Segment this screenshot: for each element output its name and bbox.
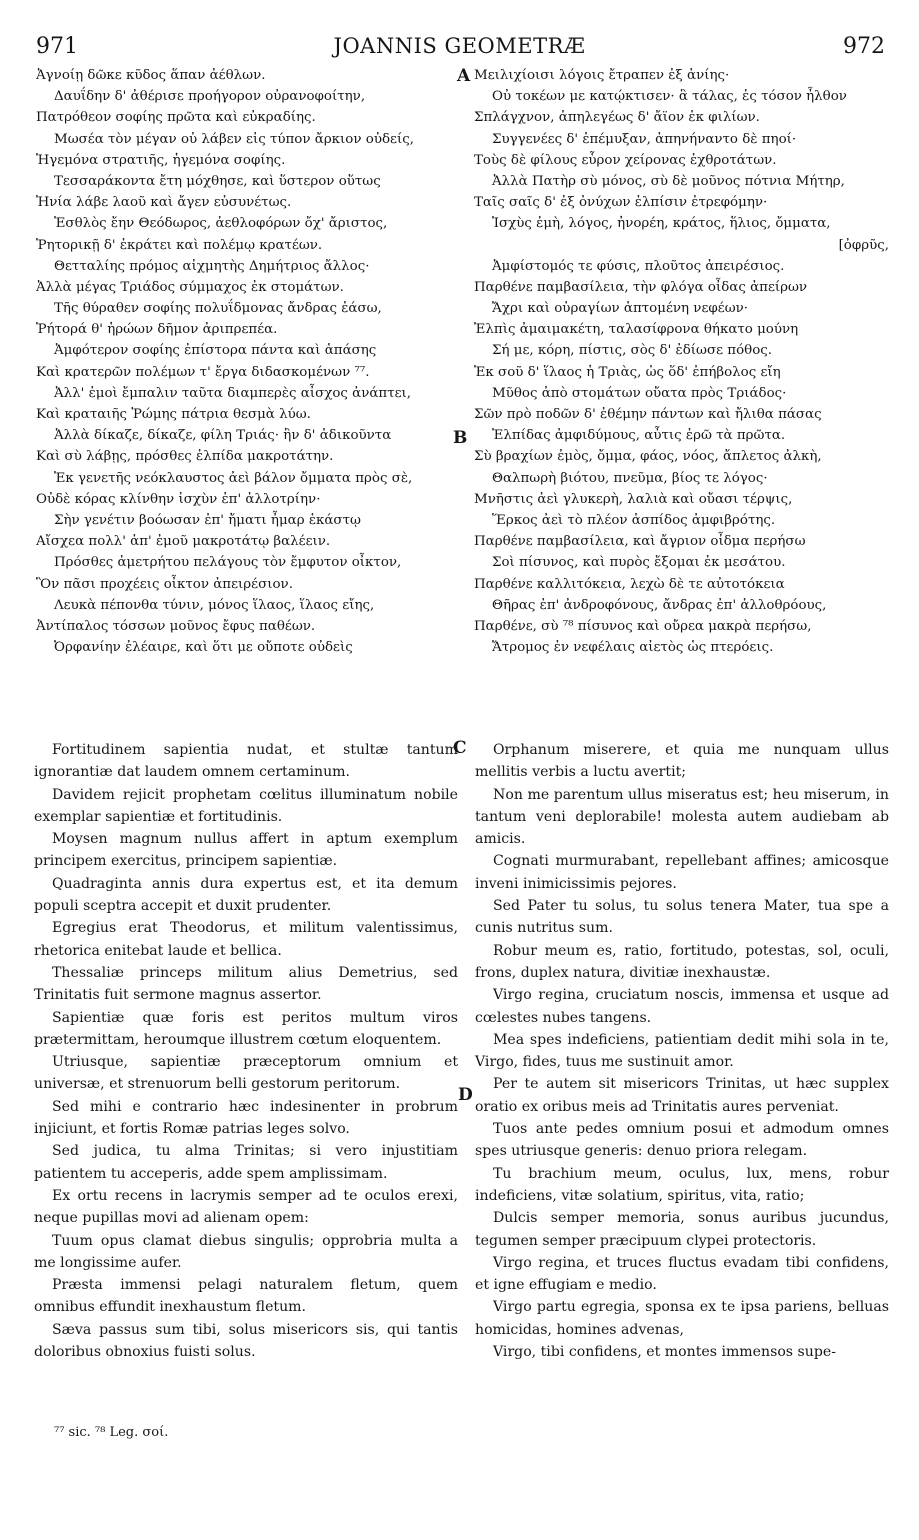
translation-paragraph: Tuum opus clamat diebus singulis; opprobria multa a me longissime aufer. [34, 1232, 458, 1271]
margin-letter-c: C [453, 738, 467, 758]
verse-line: Θετταλίης πρόμος αἰχμητὴς Δημήτριος ἄλλος· [54, 258, 370, 274]
verse-line: Ῥήτορά θ' ἡρώων δῆμον ἀριπρεπέα. [36, 322, 278, 338]
verse-line: Ἀμφίστομός τε φύσις, πλοῦτος ἀπειρέσιος. [492, 258, 785, 274]
verse-line: Σοὶ πίσυνος, καὶ πυρὸς ἔξομαι ἐκ μεσάτου. [492, 555, 786, 571]
verse-line: Ἡνία λάβε λαοῦ καὶ ἄγεν εὐσυνέτως. [36, 195, 292, 211]
verse-line: Πρόσθες ἀμετρήτου πελάγους τὸν ἔμφυτον οἶκτον, [54, 555, 402, 571]
verse-line: Ἀλλὰ δίκαζε, δίκαζε, φίλη Τριάς· ἢν δ' ἀδικοῦντα [54, 428, 392, 444]
verse-line: Ὃν πᾶσι προχέεις οἶκτον ἀπειρέσιον. [36, 576, 293, 592]
verse-line: Ὀρφανίην ἐλέαιρε, καὶ ὅτι με οὔποτε οὐδεὶς [54, 640, 353, 656]
translation-paragraph: Virgo, tibi confidens, et montes immensos supe- [493, 1344, 836, 1361]
translation-paragraph: Dulcis semper memoria, sonus auribus jucundus, tegumen semper præcipuum clypei protectoris. [475, 1210, 889, 1249]
translation-paragraph: Egregius erat Theodorus, et militum valentissimus, rhetorica enitebat laude et bellica. [34, 920, 458, 959]
verse-line: Ἰσχὺς ἐμὴ, λόγος, ἠνορέη, κράτος, ἥλιος, ὄμματα, [492, 216, 831, 232]
translation-paragraph: Sed judica, tu alma Trinitas; si vero injustitiam patientem tu acceperis, adde spem amplissimam. [34, 1143, 458, 1182]
verse-line: Παρθένε παμβασίλεια, καὶ ἄγριον οἶδμα περήσω [474, 534, 806, 550]
verse-line: Ἐλπίδας ἀμφιδύμους, αὖτις ἐρῶ τὰ πρῶτα. [492, 428, 786, 444]
verse-line: Ἀλλὰ Πατὴρ σὺ μόνος, σὺ δὲ μοῦνος πότνια Μήτηρ, [492, 173, 845, 189]
translation-paragraph: Thessaliæ princeps militum alius Demetrius, sed Trinitatis fuit sermone magnus assertor. [34, 964, 458, 1004]
verse-line: Συγγενέες δ' ἐπέμυξαν, ἀπηνήναντο δὲ πηοί· [492, 131, 797, 147]
verse-line: Μωσέα τὸν μέγαν οὐ λάβεν εἰς τύπον ἄρκιον οὐδείς, [54, 131, 414, 147]
page-number-left: 971 [36, 34, 78, 59]
verse-line: Θῆρας ἐπ' ἀνδροφόνους, ἄνδρας ἐπ' ἀλλοθρόους, [492, 597, 827, 613]
margin-letter-a: A [457, 66, 471, 86]
verse-line: Τῆς θύραθεν σοφίης πολυΐδμονας ἄνδρας ἐάσω, [54, 301, 382, 317]
verse-line: Οὐδὲ κόρας κλίνθην ἰσχὺν ἐπ' ἀλλοτρίην· [36, 491, 321, 507]
translation-paragraph: Tuos ante pedes omnium posui et admodum omnes spes utriusque generis: denuo priora relegam. [475, 1121, 889, 1160]
verse-line: Καὶ κρατερῶν πολέμων τ' ἔργα διδασκομένων ⁷⁷. [36, 364, 370, 380]
translation-paragraph: Sed Pater tu solus, tu solus tenera Mater, tua spe a cunis nutritus sum. [475, 898, 889, 937]
translation-paragraph: Non me parentum ullus miseratus est; heu miserum, in tantum veni deplorabile! molesta autem audiebam ab amicis. [475, 786, 889, 848]
translation-paragraph: Robur meum es, ratio, fortitudo, potestas, sol, oculi, frons, duplex natura, divitiæ inexhaustæ. [475, 942, 889, 981]
verse-line: Ἐκ σοῦ δ' ἵλαος ἡ Τριὰς, ὡς ὅδ' ἐπήβολος εἴη [474, 364, 781, 380]
verse-line: Σὴν γενέτιν βοόωσαν ἐπ' ἤματι ἦμαρ ἑκάστῳ [54, 512, 361, 528]
verse-line: Τοὺς δὲ φίλους εὗρον χείρονας ἐχθροτάτων. [474, 152, 777, 168]
verse-line: Σὺ βραχίων ἐμὸς, ὄμμα, φάος, νόος, ἄπλετος ἀλκὴ, [474, 449, 822, 465]
latin-translation-left-column [34, 739, 458, 1363]
greek-text-right-column [474, 65, 889, 658]
verse-line: Ταῖς σαῖς δ' ἐξ ὀνύχων ἐλπίσιν ἐτρεφόμην· [474, 195, 768, 211]
translation-paragraph: Davidem rejicit prophetam cœlitus illuminatum nobile exemplar sapientiæ et fortitudinis. [34, 786, 458, 825]
verse-line: Καὶ σὺ λάβῃς, πρόσθες ἐλπίδα μακροτάτην. [36, 449, 334, 465]
latin-translation-right-column [475, 739, 889, 1363]
translation-paragraph: Sed mihi e contrario hæc indesinenter in probrum injiciunt, et fortis Romæ patrias leges solvo. [34, 1098, 458, 1138]
translation-paragraph: Sapientiæ quæ foris est peritos multum viros prætermittam, heroumque illustrem cœtum eloquentem. [34, 1009, 458, 1048]
verse-line: Παρθένε παμβασίλεια, τὴν φλόγα οἶδας ἀπείρων [474, 279, 808, 295]
verse-line: Ἀμφότερον σοφίης ἐπίστορα πάντα καὶ ἁπάσης [54, 343, 377, 359]
verse-line: Θαλπωρὴ βιότου, πνεῦμα, βίος τε λόγος· [492, 470, 768, 486]
margin-letter-d: D [458, 1085, 473, 1105]
translation-paragraph: Orphanum miserere, et quia me nunquam ullus mellitis verbis a luctu avertit; [475, 742, 889, 781]
page-number-right: 972 [843, 34, 885, 59]
translation-paragraph: Virgo partu egregia, sponsa ex te ipsa pariens, belluas homicidas, homines advenas, [475, 1299, 889, 1338]
verse-line: Παρθένε καλλιτόκεια, λεχὼ δὲ τε αὐτοτόκεια [474, 576, 785, 592]
verse-line: Ἐλπὶς ἀμαιμακέτη, ταλασίφρονα θήκατο μούνη [474, 322, 799, 338]
translation-paragraph: Virgo regina, et truces fluctus evadam tibi confidens, et igne effugiam e medio. [475, 1254, 889, 1294]
translation-paragraph: Quadraginta annis dura expertus est, et ita demum populi sceptra accepit et duxit prudenter. [34, 875, 458, 915]
translation-paragraph: Præsta immensi pelagi naturalem fletum, quem omnibus effundit inexhaustum fletum. [34, 1277, 458, 1316]
footnotes: ⁷⁷ sic. ⁷⁸ Leg. σοί. [54, 1425, 169, 1440]
verse-line: Ἕρκος ἀεὶ τὸ πλέον ἀσπίδος ἀμφιβρότης. [492, 512, 776, 528]
verse-line: Ἐσθλὸς ἔην Θεόδωρος, ἀεθλοφόρων ὄχ' ἄριστος, [54, 216, 388, 232]
translation-paragraph: Tu brachium meum, oculus, lux, mens, robur indeficiens, vitæ solatium, spiritus, vita, ratio; [475, 1165, 889, 1204]
verse-line: Ἀγνοίῃ δῶκε κῦδος ἅπαν ἀέθλων. [36, 68, 266, 83]
greek-text-left-column [36, 65, 456, 658]
verse-line: Τεσσαράκοντα ἔτη μόχθησε, καὶ ὕστερον οὕτως [54, 173, 381, 189]
verse-line: Ἀλλὰ μέγας Τριάδος σύμμαχος ἐκ στομάτων. [36, 279, 344, 295]
verse-line: Σή με, κόρη, πίστις, σὸς δ' ἐδίωσε πόθος. [492, 343, 773, 359]
translation-paragraph: Mea spes indeficiens, patientiam dedit mihi sola in te, Virgo, fides, tuus me sustinuit amor. [475, 1031, 889, 1071]
margin-letter-b: B [453, 428, 468, 448]
verse-line: Ἀλλ' ἐμοὶ ἔμπαλιν ταῦτα διαμπερὲς αἶσχος ἀνάπτει, [54, 385, 412, 401]
verse-line: Ἄτρομος ἐν νεφέλαις αἰετὸς ὡς πτερόεις. [492, 640, 774, 656]
translation-paragraph: Fortitudinem sapientia nudat, et stultæ tantum ignorantiæ dat laudem omnem certaminum. [34, 742, 458, 781]
translation-paragraph: Sæva passus sum tibi, solus misericors sis, qui tantis doloribus obnoxius fuisti solus. [34, 1321, 458, 1361]
translation-paragraph: Utriusque, sapientiæ præceptorum omnium et universæ, et strenuorum belli gestorum peritorum. [34, 1054, 458, 1093]
verse-line: Μειλιχίοισι λόγοις ἔτραπεν ἐξ ἀνίης· [474, 68, 730, 83]
translation-paragraph: Moysen magnum nullus affert in aptum exemplum principem exercitus, principem sapientiæ. [34, 831, 458, 870]
verse-line: Δαυΐδην δ' ἀθέρισε προήγορον οὐρανοφοίτην, [54, 89, 366, 105]
verse-line: Σῶν πρὸ ποδῶν δ' ἐθέμην πάντων καὶ ἤλιθα πάσας [474, 407, 822, 422]
verse-line: Ἄχρι καὶ οὐραγίων ἁπτομένη νεφέων· [492, 301, 749, 317]
page-header [0, 30, 919, 60]
verse-line: Ἀντίπαλος τόσσων μοῦνος ἔφυς παθέων. [36, 618, 316, 634]
verse-line: Πατρόθεον σοφίης πρῶτα καὶ εὐκραδίης. [36, 110, 316, 126]
translation-paragraph: Virgo regina, cruciatum noscis, immensa et usque ad cœlestes nubes tangens. [475, 987, 889, 1026]
translation-paragraph: Per te autem sit misericors Trinitas, ut hæc supplex oratio ex oribus meis ad Trinitatis aures perveniat. [475, 1076, 889, 1115]
running-title: JOANNIS GEOMETRÆ [333, 34, 586, 58]
translation-paragraph: Cognati murmurabant, repellebant affines; amicosque inveni inimicissimis pejores. [475, 853, 889, 892]
verse-line: Μῦθος ἀπὸ στομάτων οὔατα πρὸς Τριάδος· [492, 385, 787, 401]
verse-line: Καὶ κραταιῆς Ῥώμης πάτρια θεσμὰ λύω. [36, 407, 311, 422]
verse-line: Λευκὰ πέπονθα τύνιν, μόνος ἵλαος, ἵλαος εἴης, [54, 597, 375, 613]
translation-paragraph: Ex ortu recens in lacrymis semper ad te oculos erexi, neque pupillas movi ad alienam opem: [34, 1187, 458, 1227]
verse-line: Ῥητορικῇ δ' ἐκράτει καὶ πολέμῳ κρατέων. [36, 237, 323, 253]
verse-line: Σπλάγχνον, ἀπηλεγέως δ' ἄϊον ἐκ φιλίων. [474, 110, 760, 126]
verse-line: Μνῆστις ἀεὶ γλυκερὴ, λαλιὰ καὶ οὔασι τέρψις, [474, 491, 793, 507]
verse-line: Οὐ τοκέων με κατῴκτισεν· ἃ τάλας, ἐς τόσον ἦλθον [492, 89, 847, 105]
verse-line: Αἴσχεα πολλ' ἀπ' ἐμοῦ μακροτάτῳ βαλέειν. [36, 534, 331, 550]
verse-line: Παρθένε, σὺ ⁷⁸ πίσυνος καὶ οὔρεα μακρὰ περήσω, [474, 618, 812, 634]
verse-line: [ὀφρῦς, [838, 237, 889, 253]
verse-line: Ἐκ γενετῆς νεόκλαυστος ἀεὶ βάλον ὄμματα πρὸς σὲ, [54, 470, 413, 486]
verse-line: Ἡγεμόνα στρατιῆς, ἡγεμόνα σοφίης. [36, 152, 286, 168]
